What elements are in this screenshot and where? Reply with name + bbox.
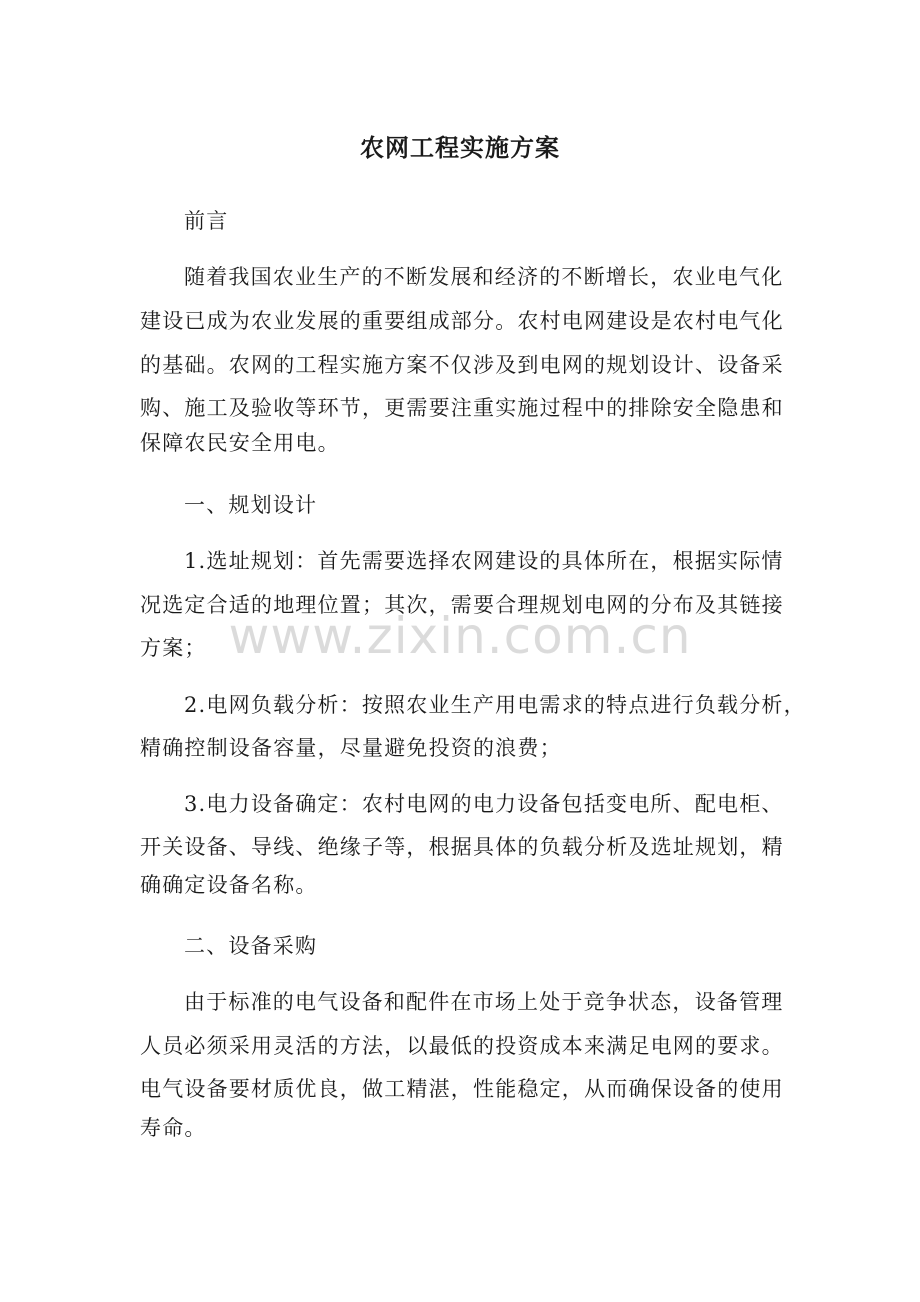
list-item-line: 方案； <box>140 636 207 660</box>
section-heading: 二、设备采购 <box>184 934 318 958</box>
list-item-line: 3.电力设备确定：农村电网的电力设备包括变电所、配电柜、 <box>184 792 784 816</box>
preface-heading: 前言 <box>184 209 229 233</box>
list-item-line: 精确控制设备容量，尽量避免投资的浪费； <box>140 736 562 760</box>
section-heading: 一、规划设计 <box>184 493 318 517</box>
preface-line: 随着我国农业生产的不断发展和经济的不断增长，农业电气化 <box>184 265 784 289</box>
preface-line: 的基础。农网的工程实施方案不仅涉及到电网的规划设计、设备采 <box>140 353 784 377</box>
paragraph-line: 电气设备要材质优良，做工精湛，性能稳定，从而确保设备的使用 <box>140 1077 784 1101</box>
watermark: www.zixin.com.cn <box>228 607 692 665</box>
list-item-line: 2.电网负载分析：按照农业生产用电需求的特点进行负载分析， <box>184 693 806 717</box>
preface-line: 购、施工及验收等环节，更需要注重实施过程中的排除安全隐患和 <box>140 396 784 420</box>
paragraph-line: 寿命。 <box>140 1116 207 1140</box>
preface-line: 保障农民安全用电。 <box>140 431 340 455</box>
list-item-line: 况选定合适的地理位置；其次，需要合理规划电网的分布及其链接 <box>140 593 784 617</box>
paragraph-line: 人员必须采用灵活的方法，以最低的投资成本来满足电网的要求。 <box>140 1034 784 1058</box>
list-item-line: 确确定设备名称。 <box>140 873 318 897</box>
list-item-line: 开关设备、导线、绝缘子等，根据具体的负载分析及选址规划，精 <box>140 835 784 859</box>
preface-line: 建设已成为农业发展的重要组成部分。农村电网建设是农村电气化 <box>140 309 784 333</box>
list-item-line: 1.选址规划：首先需要选择农网建设的具体所在，根据实际情 <box>184 549 784 573</box>
document-title: 农网工程实施方案 <box>360 134 560 162</box>
paragraph-line: 由于标准的电气设备和配件在市场上处于竞争状态，设备管理 <box>184 990 784 1014</box>
